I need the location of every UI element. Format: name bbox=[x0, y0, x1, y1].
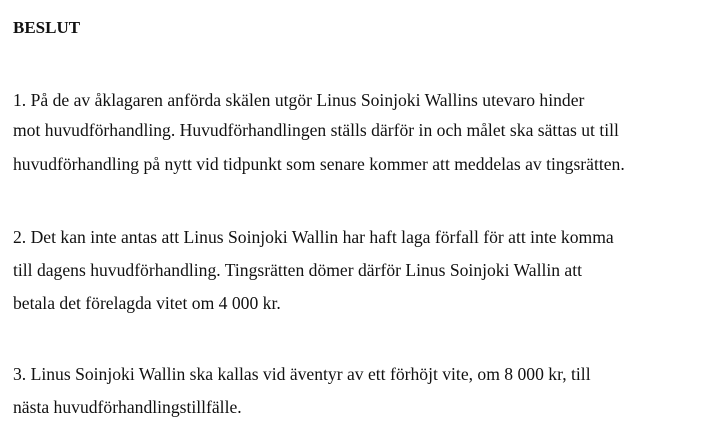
paragraph-line: 2. Det kan inte antas att Linus Soinjoki Wallin har haft laga förfall för att inte komma bbox=[13, 227, 614, 247]
paragraph-line: 1. På de av åklagaren anförda skälen utgör Linus Soinjoki Wallins utevaro hinder bbox=[13, 90, 585, 110]
paragraph-line: nästa huvudförhandlingstillfälle. bbox=[13, 397, 242, 417]
paragraph-line: 3. Linus Soinjoki Wallin ska kallas vid äventyr av ett förhöjt vite, om 8 000 kr, till bbox=[13, 364, 591, 384]
decision-heading: BESLUT bbox=[13, 18, 81, 37]
paragraph-line: betala det förelagda vitet om 4 000 kr. bbox=[13, 293, 281, 313]
paragraph-line: mot huvudförhandling. Huvudförhandlingen ställs därför in och målet ska sättas ut till bbox=[13, 120, 619, 140]
paragraph-line: huvudförhandling på nytt vid tidpunkt som senare kommer att meddelas av tingsrätten. bbox=[13, 154, 625, 174]
paragraph-line: till dagens huvudförhandling. Tingsrätten dömer därför Linus Soinjoki Wallin att bbox=[13, 260, 583, 280]
